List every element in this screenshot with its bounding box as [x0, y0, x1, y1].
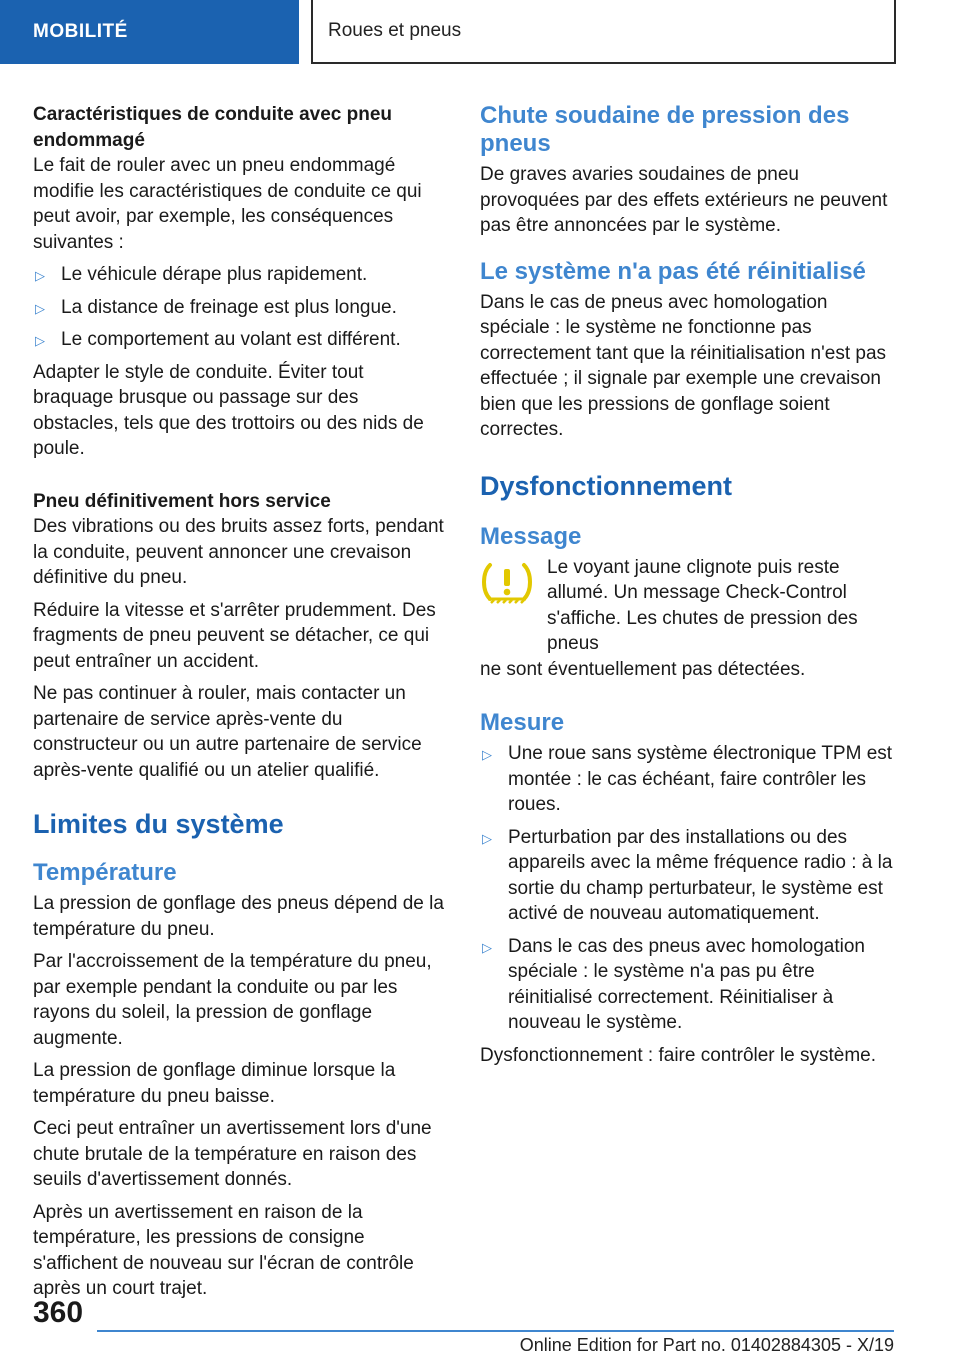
triangle-bullet-icon: ▷ — [35, 268, 45, 283]
not-reset-heading: Le système n'a pas été réinitialisé — [480, 257, 866, 285]
temperature-p4: Ceci peut entraîner un avertissement lors d'une chute brutale de la température en raison des seuils d'avertissement donnés. — [33, 1118, 432, 1190]
right-column — [480, 102, 894, 1075]
pressure-drop-text: De graves avaries soudaines de pneu provoquées par des effets extérieurs ne peuvent pas être annoncées par le système. — [480, 164, 888, 236]
section-title: Roues et pneus — [311, 0, 896, 64]
footer-divider — [97, 1330, 894, 1332]
pressure-drop-heading: Chute soudaine de pression des pneus — [480, 102, 850, 157]
temperature-p3: La pression de gonflage diminue lorsque la température du pneu baisse. — [33, 1060, 396, 1107]
message-heading: Message — [480, 522, 582, 550]
triangle-bullet-icon: ▷ — [482, 830, 492, 846]
not-reset-text: Dans le cas de pneus avec homologation spéciale : le système ne fonctionne pas correctement tant que la réinitialisation n'est pas effectuée ; il signale par exemple une crevaison bien que les pressions de gonflage soient correctes. — [480, 291, 887, 440]
temperature-p5: Après un avertissement en raison de la température, les pressions de consigne s'affichent de nouveau sur l'écran de contrôle après un court trajet. — [33, 1201, 414, 1299]
message-text: Le voyant jaune clignote puis reste allumé. Un message Check-Control s'affiche. Les chutes de pression des pneus — [547, 556, 858, 654]
list-item: ▷ Perturbation par des installations ou des appareils avec la même fréquence radio : à la sortie du champ perturbateur, le système est activé de nouveau automatiquement. — [482, 826, 893, 924]
list-item: ▷ Le véhicule dérape plus rapidement. — [33, 262, 447, 288]
limits-heading: Limites du système — [33, 809, 284, 839]
triangle-bullet-icon: ▷ — [35, 300, 45, 316]
damaged-title: Caractéristiques de conduite avec pneu endommagé — [33, 104, 393, 151]
damaged-advice: Adapter le style de conduite. Éviter tout braquage brusque ou passage sur des obstacles, tels que des trottoirs ou des nids de poule. — [33, 361, 424, 459]
message-block — [480, 555, 894, 657]
damaged-bullet-list — [33, 262, 447, 353]
list-item: ▷ La distance de freinage est plus longue. — [33, 295, 447, 321]
message-text-continued: ne sont éventuellement pas détectées. — [480, 658, 806, 680]
left-column — [33, 102, 447, 1309]
measure-heading: Mesure — [480, 709, 565, 736]
list-item: ▷ Dans le cas des pneus avec homologation spéciale : le système n'a pas pu être réinitialisé correctement. Réinitialiser à nouveau le système. — [482, 935, 866, 1033]
out-of-service-p3: Ne pas continuer à rouler, mais contacter un partenaire de service après-vente du constructeur ou un autre partenaire de service après-vente qualifié ou un atelier qualifié. — [33, 683, 422, 781]
measure-end-text: Dysfonctionnement : faire contrôler le système. — [480, 1044, 877, 1066]
page-number: 360 — [33, 1296, 84, 1329]
chapter-tab: MOBILITÉ — [0, 0, 299, 64]
tire-pressure-warning-icon — [480, 559, 534, 609]
temperature-heading: Température — [33, 859, 177, 886]
list-item: ▷ Une roue sans système électronique TPM est montée : le cas échéant, faire contrôler les roues. — [482, 743, 893, 815]
out-of-service-p2: Réduire la vitesse et s'arrêter prudemment. Des fragments de pneu peuvent se détacher, ce qui peut entraîner un accident. — [33, 599, 436, 672]
triangle-bullet-icon: ▷ — [482, 747, 492, 762]
temperature-p2: Par l'accroissement de la température du pneu, par exemple pendant la conduite ou par les rayons du soleil, la pression de gonflage augmente. — [33, 951, 432, 1049]
temperature-p1: La pression de gonflage des pneus dépend de la température du pneu. — [33, 893, 444, 940]
measure-bullet-list — [480, 741, 894, 1036]
triangle-bullet-icon: ▷ — [35, 333, 45, 348]
list-item: ▷ Le comportement au volant est différent. — [33, 327, 447, 353]
out-of-service-title: Pneu définitivement hors service — [33, 490, 331, 512]
edition-text: Online Edition for Part no. 01402884305 - X/19 — [519, 1335, 894, 1355]
out-of-service-p1: Des vibrations ou des bruits assez forts, pendant la conduite, peuvent annoncer une crevaison définitive du pneu. — [33, 516, 444, 588]
malfunction-heading: Dysfonctionnement — [480, 470, 733, 501]
triangle-bullet-icon: ▷ — [482, 939, 492, 955]
damaged-intro: Le fait de rouler avec un pneu endommagé modifie les caractéristiques de conduite ce qui peut avoir, par exemple, les conséquences suivantes : — [33, 155, 422, 253]
